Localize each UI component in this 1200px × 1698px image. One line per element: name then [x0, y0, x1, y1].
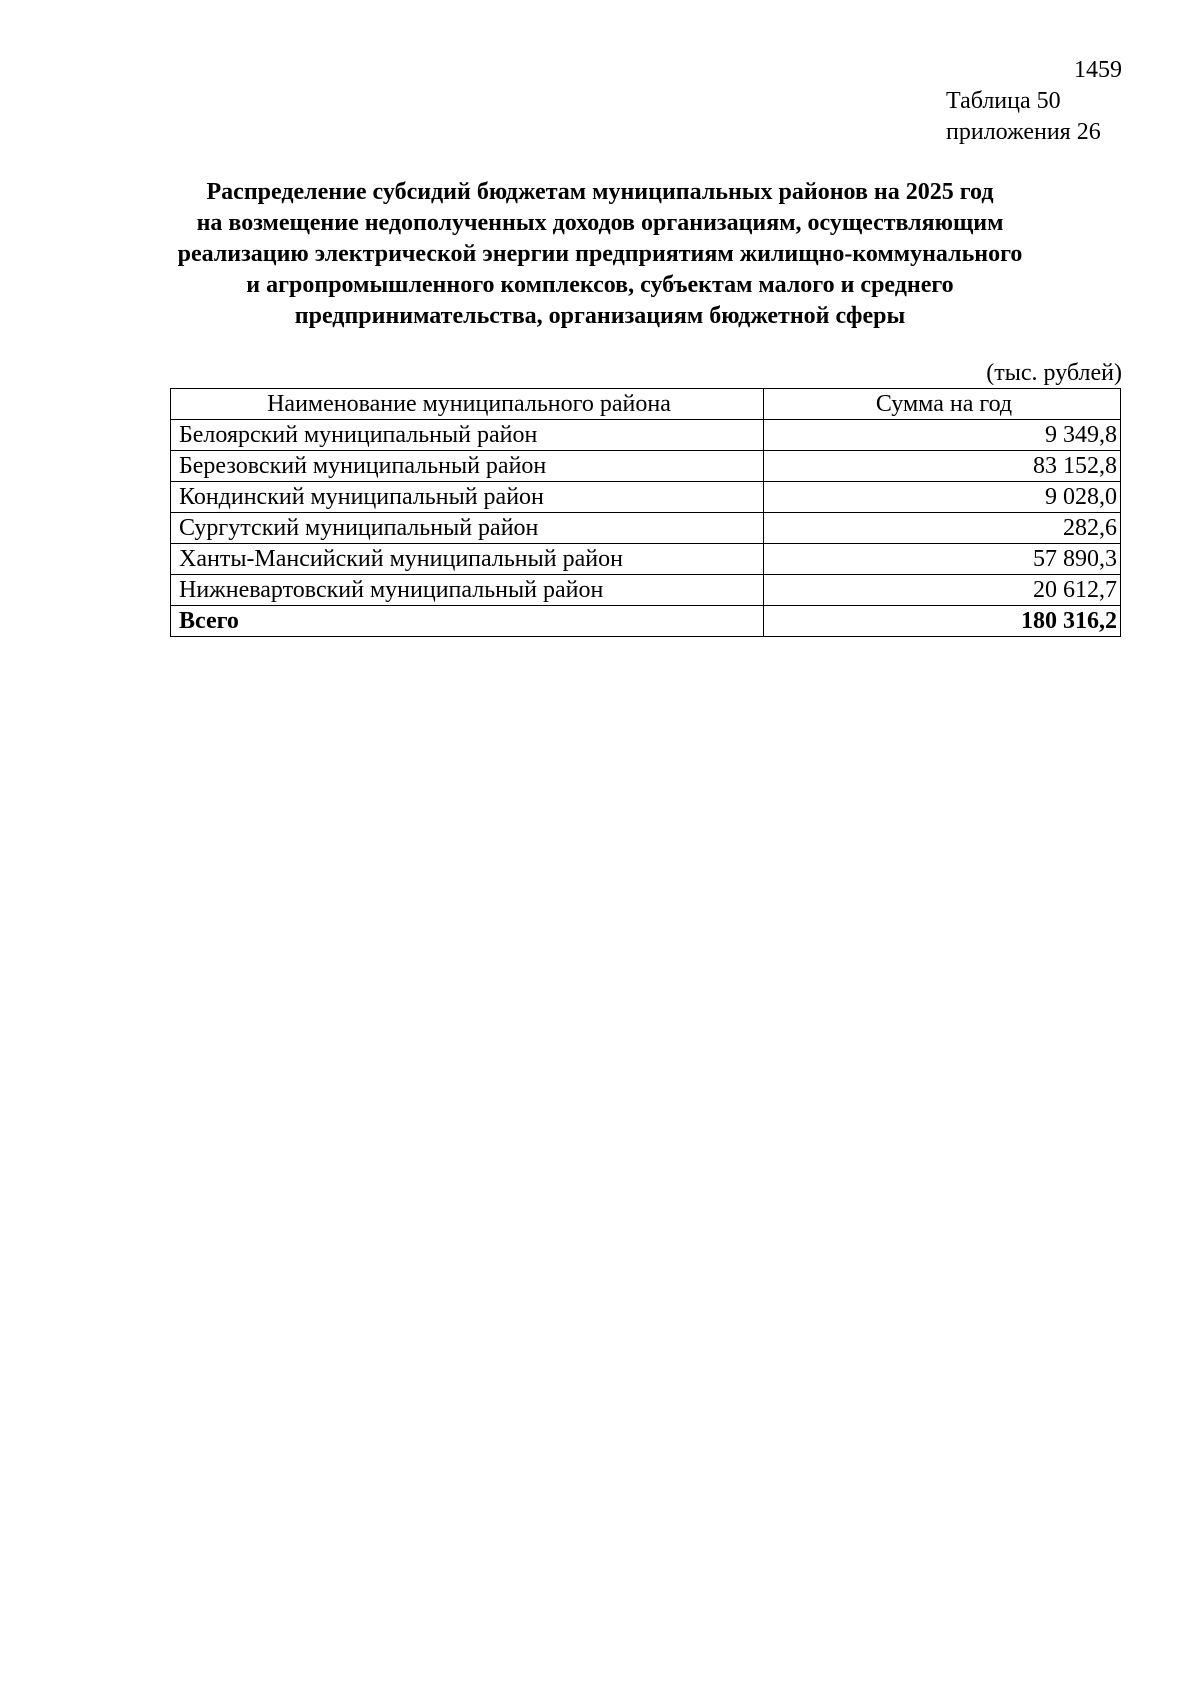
header-annual-amount: Сумма на год: [764, 389, 1121, 420]
district-amount: 282,6: [764, 513, 1121, 544]
district-name: Белоярский муниципальный район: [171, 420, 764, 451]
district-amount: 9 349,8: [764, 420, 1121, 451]
units-label: (тыс. рублей): [986, 360, 1122, 386]
total-row: [171, 606, 1121, 637]
table-row: [171, 451, 1121, 482]
district-name: Кондинский муниципальный район: [171, 482, 764, 513]
title-line: Распределение субсидий бюджетам муниципальных районов на 2025 год: [206, 179, 994, 205]
district-name: Сургутский муниципальный район: [171, 513, 764, 544]
table-row: [171, 513, 1121, 544]
table-row: [171, 575, 1121, 606]
table-row: [171, 544, 1121, 575]
header-district-name: Наименование муниципального района: [171, 389, 764, 420]
table-number: Таблица 50: [946, 88, 1061, 114]
district-amount: 83 152,8: [764, 451, 1121, 482]
page-number: 1459: [1074, 57, 1122, 83]
district-amount: 9 028,0: [764, 482, 1121, 513]
title-line: и агропромышленного комплексов, субъектам малого и среднего: [246, 272, 954, 298]
district-name: Нижневартовский муниципальный район: [171, 575, 764, 606]
total-amount: 180 316,2: [764, 606, 1121, 637]
appendix-number: приложения 26: [946, 119, 1101, 145]
title-line: реализацию электрической энергии предприятиям жилищно-коммунального: [177, 241, 1023, 267]
title-line: предпринимательства, организациям бюджетной сферы: [294, 303, 906, 329]
district-name: Березовский муниципальный район: [171, 451, 764, 482]
title-line: на возмещение недополученных доходов организациям, осуществляющим: [196, 210, 1004, 236]
table-header-row: [171, 389, 1121, 420]
table-row: [171, 482, 1121, 513]
document-title: [150, 177, 1050, 332]
district-amount: 57 890,3: [764, 544, 1121, 575]
total-label: Всего: [171, 606, 764, 637]
table-reference: [946, 86, 1101, 148]
table-row: [171, 420, 1121, 451]
district-name: Ханты-Мансийский муниципальный район: [171, 544, 764, 575]
subsidies-table: [170, 388, 1121, 637]
district-amount: 20 612,7: [764, 575, 1121, 606]
